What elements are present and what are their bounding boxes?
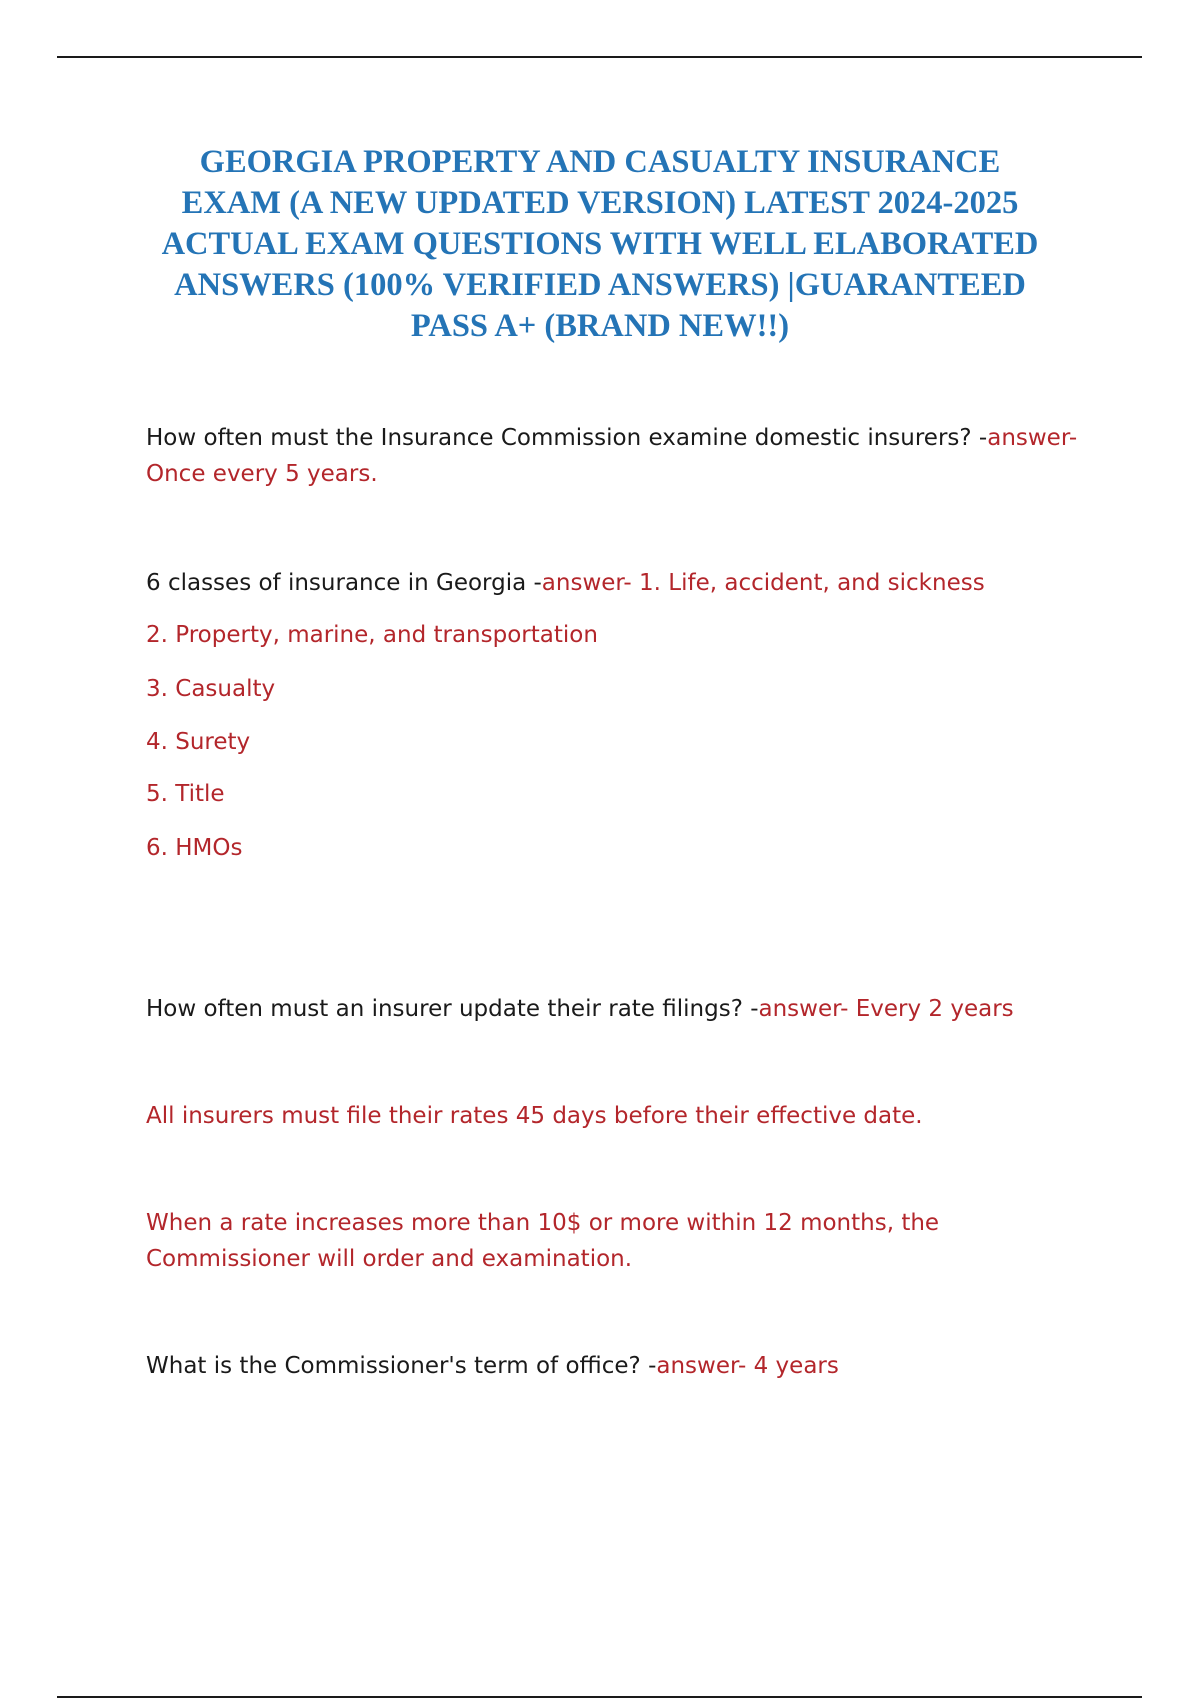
title-line: ANSWERS (100% VERIFIED ANSWERS) |GUARANTEED — [174, 267, 1026, 303]
title-line: GEORGIA PROPERTY AND CASUALTY INSURANCE — [199, 144, 1001, 180]
list-item: 6. HMOs — [146, 835, 243, 861]
qa-item-classes — [146, 565, 1106, 601]
answer-text: Once every 5 years. — [146, 461, 378, 487]
question-text: What is the Commissioner's term of office? - — [146, 1353, 657, 1379]
question-text: How often must the Insurance Commission examine domestic insurers? - — [146, 425, 988, 451]
answer-note-line: Commissioner will order and examination. — [146, 1246, 633, 1272]
answer-marker: answer- — [987, 425, 1078, 451]
title-line: PASS A+ (BRAND NEW!!) — [410, 308, 790, 344]
qa-item-term-of-office — [146, 1348, 1106, 1384]
list-item: 5. Title — [146, 781, 225, 807]
list-item: 2. Property, marine, and transportation — [146, 622, 598, 648]
answer-text: 4 years — [746, 1353, 839, 1379]
title-line: EXAM (A NEW UPDATED VERSION) LATEST 2024-2025 — [181, 185, 1019, 221]
answer-note — [146, 1205, 1106, 1277]
answer-marker: answer- — [541, 570, 632, 596]
answer-note-line: When a rate increases more than 10$ or more within 12 months, the — [146, 1210, 940, 1236]
list-item: 3. Casualty — [146, 676, 276, 702]
bottom-divider — [57, 1696, 1142, 1698]
answer-marker: answer- — [656, 1353, 747, 1379]
answer-marker: answer- — [758, 996, 849, 1022]
question-text: How often must an insurer update their rate filings? - — [146, 996, 759, 1022]
answer-text: 1. Life, accident, and sickness — [631, 570, 985, 596]
qa-item-rate-filings — [146, 991, 1106, 1027]
list-item: 4. Surety — [146, 729, 251, 755]
question-text: 6 classes of insurance in Georgia - — [146, 570, 542, 596]
qa-item-commission-exam — [146, 420, 1106, 492]
answer-text: Every 2 years — [848, 996, 1014, 1022]
top-divider — [57, 56, 1142, 58]
document-title — [120, 142, 1080, 347]
title-line: ACTUAL EXAM QUESTIONS WITH WELL ELABORATED — [161, 226, 1039, 262]
answer-note: All insurers must file their rates 45 days before their effective date. — [146, 1103, 923, 1129]
